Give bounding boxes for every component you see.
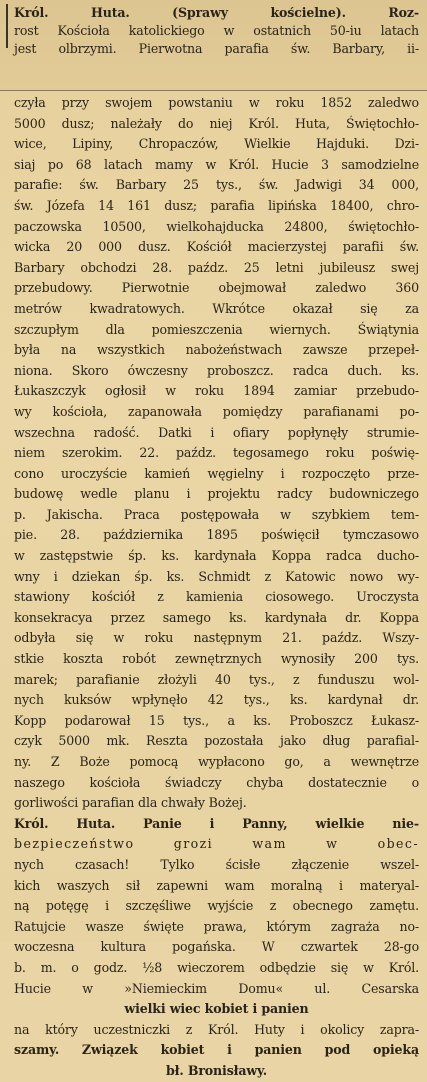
article-line: stkie koszta robót zewnętrznych wynosiły 200 tys. (14, 651, 419, 667)
article-line: rost Kościoła katolickiego w ostatnich 50-iu latach (14, 23, 419, 38)
notice-event-title: wielki wiec kobiet i panien (124, 1001, 309, 1017)
article-line: 5000 dusz; należały do niej Król. Huta, Świętochło- (14, 115, 419, 131)
article-line: wice, Lipiny, Chropaczów, Wielkie Hajduki. Dzi- (14, 136, 419, 152)
notice-line: bezpieczeństwo grozi wam w obec- (14, 836, 419, 852)
notice-line: nych czasach! Tylko ścisłe złączenie wszel- (14, 856, 419, 872)
article-line (14, 4, 419, 22)
article-line: czyk 5000 mk. Reszta pozostała jako dług parafial- (14, 733, 419, 749)
article-line: przebudowy. Pierwotnie obejmował zaledwo 360 (14, 280, 419, 296)
notice-line: Ratujcie wasze święte prawa, którym zagraża no- (14, 918, 419, 934)
article-body (14, 91, 419, 1082)
notice-line: ną potęgę i szczęśliwe wyjście z obecnego zamętu. (14, 898, 419, 914)
article-line: ny. Z Boże pomocą wypłacono go, a wewnętrze (14, 754, 419, 769)
article-line: Barbary obchodzi 28. paźdz. 25 letni jubileusz swej (14, 259, 419, 275)
article-line: parafie: św. Barbary 25 tys., św. Jadwigi 34 000, (14, 177, 419, 193)
article-line: św. Józefa 14 161 dusz; parafia lipińska 18400, chro- (14, 197, 419, 213)
article-line: odbyła się w roku następnym 21. paźdz. Wszy- (14, 630, 419, 646)
article-line: w zastępstwie śp. ks. kardynała Koppa radca ducho- (14, 548, 419, 564)
article-line: gorliwości parafian dla chwały Bożej. (14, 795, 247, 811)
article-intro-block (0, 0, 427, 90)
article-line: naszego kościoła świadczy chyba dostatecznie o (14, 774, 419, 790)
article-line: p. Jakischa. Praca postępowała w szybkiem tem- (14, 506, 419, 522)
notice-line: kich waszych sił zapewni wam moralną i materyal- (14, 877, 419, 893)
notice-signature-patron: bł. Bronisławy. (166, 1062, 267, 1078)
article-line: niona. Skoro ówczesny proboszcz. radca duch. ks. (14, 362, 419, 378)
article-line: nych kuksów wpłynęło 42 tys., ks. kardynał dr. (14, 692, 419, 708)
notice-line: b. m. o godz. ½8 wieczorem odbędzie się w Król. (14, 959, 419, 975)
article-line: wny i dziekan śp. ks. Schmidt z Katowic nowo wy- (14, 568, 419, 584)
article-line: budowę wedle planu i projektu radcy budowniczego (14, 486, 419, 502)
article-line: paczowska 10500, wielkohajducka 24800, świętochło- (14, 218, 419, 234)
article-line: Kopp podarował 15 tys., a ks. Proboszcz Łukasz- (14, 712, 419, 728)
article-line: niem szerokim. 22. paźdz. tegosamego roku poświę- (14, 445, 419, 461)
notice-line: woczesna kultura pogańska. W czwartek 28-go (14, 939, 419, 955)
article-line: cono uroczyście kamień węgielny i rozpoczęto prze- (14, 465, 419, 481)
article-line: czyła przy swojem powstaniu w roku 1852 zaledwo (14, 95, 419, 110)
article-line: marek; parafianie złożyli 40 tys., z funduszu wol- (14, 671, 419, 687)
article-line: jest olbrzymi. Pierwotna parafia św. Barbary, ii- (14, 41, 419, 56)
article-line: stawiony kościół z kamienia ciosowego. Uroczysta (14, 589, 419, 605)
article-headline: Król. Huta. (Sprawy kościelne). Roz- (14, 5, 419, 20)
notice-signature: szamy. Związek kobiet i panien pod opieką (14, 1042, 419, 1058)
article-line: pie. 28. października 1895 poświęcił tymczasowo (14, 527, 419, 543)
article-line: wicka 20 000 dusz. Kościół macierzystej parafii św. (14, 239, 419, 255)
article-line: metrów kwadratowych. Wkrótce okazał się za (14, 300, 419, 316)
notice-line (14, 814, 419, 835)
column-rule (6, 4, 8, 48)
notice-line: na który uczestniczki z Król. Huty i okolicy zapra- (14, 1021, 419, 1037)
notice-headline: Król. Huta. Panie i Panny, wielkie nie- (14, 815, 419, 831)
article-line: wszechna radość. Datki i ofiary popłynęły strumie- (14, 424, 419, 440)
article-line: wy kościoła, zapanowała pomiędzy parafianami po- (14, 403, 419, 419)
article-line: szczupłym dla pomieszczenia wiernych. Świątynia (14, 321, 419, 337)
article-line: była na wszystkich nabożeństwach zawsze przepeł- (14, 342, 419, 358)
article-line: siaj po 68 latach mamy w Król. Hucie 3 samodzielne (14, 156, 419, 172)
notice-line: Hucie w »Niemieckim Domu« ul. Cesarska (14, 980, 419, 996)
article-line: konsekracya przez samego ks. kardynała dr. Koppa (14, 609, 419, 625)
article-line: Łukaszczyk ogłosił w roku 1894 zamiar przebudo- (14, 383, 419, 399)
